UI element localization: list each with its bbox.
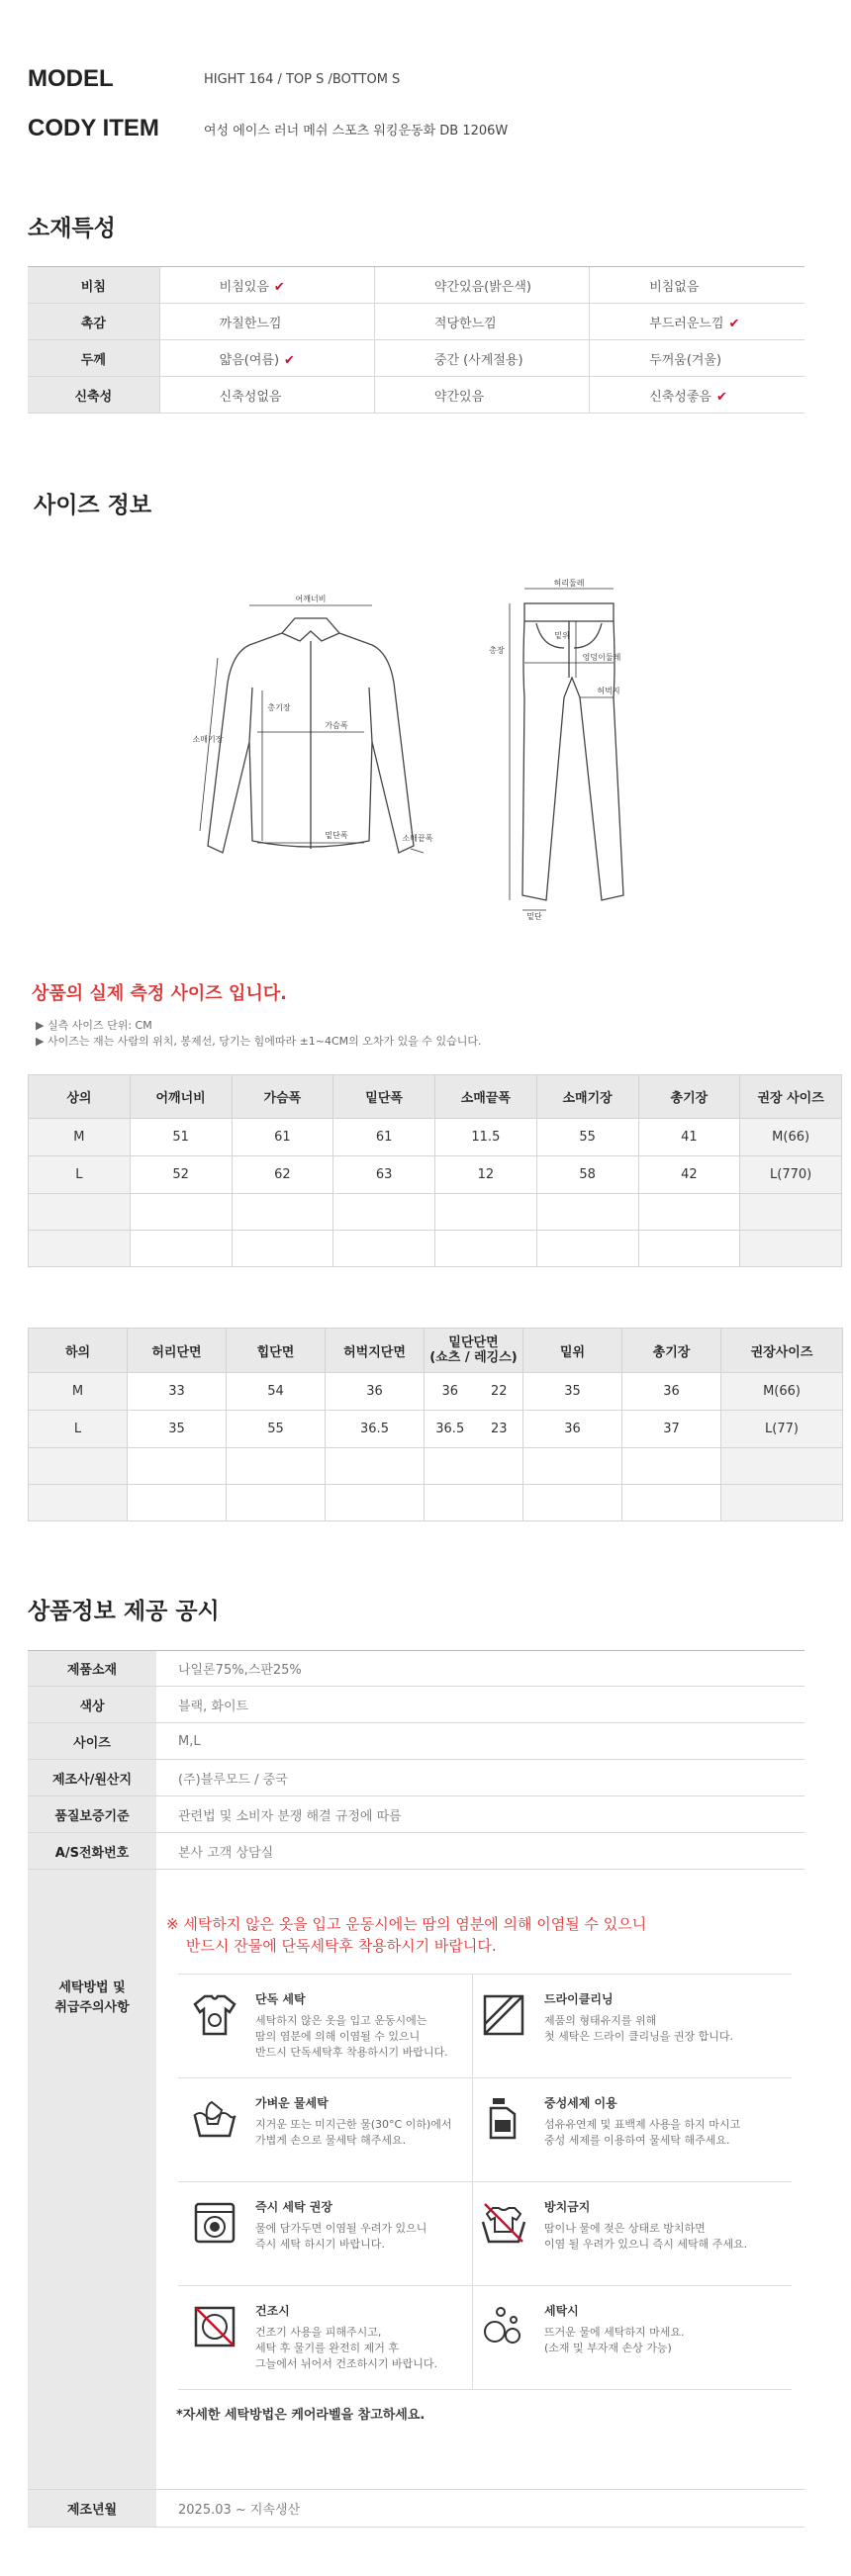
table-row-empty bbox=[29, 1448, 843, 1485]
care-title: 중성세제 이용 bbox=[544, 2096, 617, 2110]
table-header: 밑단폭 bbox=[333, 1075, 435, 1119]
material-label: 비침 bbox=[28, 267, 159, 304]
top-size-table bbox=[28, 1074, 842, 1267]
info-row bbox=[28, 1723, 804, 1760]
table-cell: M(66) bbox=[721, 1373, 843, 1411]
check-icon: ✔ bbox=[284, 352, 295, 368]
table-row bbox=[29, 1156, 842, 1194]
table-row bbox=[29, 1411, 843, 1448]
pants-label-hip: 엉덩이둘레 bbox=[582, 653, 621, 662]
care-title: 드라이클리닝 bbox=[544, 1992, 614, 2006]
table-cell: 58 bbox=[536, 1156, 638, 1194]
shirt-label-sleeve: 소매기장 bbox=[192, 735, 224, 744]
check-icon: ✔ bbox=[728, 316, 740, 331]
info-value: 관련법 및 소비자 분쟁 해결 규정에 따름 bbox=[156, 1796, 804, 1833]
info-value: (주)블루모드 / 중국 bbox=[156, 1760, 804, 1796]
material-option: 부드러운느낌 bbox=[649, 316, 724, 331]
info-value: M,L bbox=[156, 1723, 804, 1760]
info-label: 제조사/원산지 bbox=[28, 1760, 156, 1796]
care-item bbox=[479, 1990, 776, 2045]
table-header-hem: 밑단단면 (쇼츠 / 레깅스) bbox=[425, 1329, 523, 1373]
table-header: 소매기장 bbox=[536, 1075, 638, 1119]
table-cell: 23 bbox=[476, 1411, 523, 1448]
model-label: MODEL bbox=[28, 65, 114, 92]
shirt-label-cuff: 소매끝폭 bbox=[402, 834, 433, 843]
detergent-icon bbox=[479, 2094, 528, 2144]
table-cell: 35 bbox=[523, 1373, 622, 1411]
size-note-unit: ▶ 실측 사이즈 단위: CM bbox=[36, 1019, 152, 1032]
care-row bbox=[28, 1870, 804, 2490]
care-title: 가벼운 물세탁 bbox=[255, 2096, 329, 2110]
shirt-label-length: 총기장 bbox=[267, 703, 291, 712]
material-option: 약간있음 bbox=[433, 389, 485, 405]
care-desc: 섬유유연제 및 표백제 사용을 하지 마시고 중성 세제를 이용하여 물세탁 해주세요. bbox=[544, 2118, 741, 2147]
material-option: 신축성좋음 bbox=[649, 389, 711, 405]
info-label: 품질보증기준 bbox=[28, 1796, 156, 1833]
care-desc: 제품의 형태유지를 위해 첫 세탁은 드라이 클리닝을 권장 합니다. bbox=[544, 2014, 733, 2043]
pants-label-thigh: 허벅지 bbox=[597, 687, 620, 695]
table-row bbox=[29, 1373, 843, 1411]
check-icon: ✔ bbox=[273, 279, 285, 295]
material-label: 촉감 bbox=[28, 304, 159, 340]
care-item bbox=[479, 2094, 776, 2149]
table-cell: 42 bbox=[638, 1156, 740, 1194]
material-option: 비침없음 bbox=[649, 279, 700, 295]
material-option: 적당한느낌 bbox=[433, 316, 497, 331]
table-header: 총기장 bbox=[638, 1075, 740, 1119]
care-label: 세탁방법 및 취급주의사항 bbox=[28, 1870, 156, 2490]
table-cell: 12 bbox=[435, 1156, 537, 1194]
check-icon: ✔ bbox=[715, 389, 727, 405]
pants-diagram bbox=[485, 579, 663, 920]
care-title: 단독 세탁 bbox=[255, 1992, 306, 2006]
care-item bbox=[190, 2094, 487, 2149]
hand-wash-icon bbox=[190, 2094, 239, 2144]
table-cell: 51 bbox=[130, 1119, 232, 1156]
table-row-empty bbox=[29, 1231, 842, 1267]
table-cell: 36 bbox=[622, 1373, 721, 1411]
material-row bbox=[28, 267, 804, 304]
table-header: 총기장 bbox=[622, 1329, 721, 1373]
material-row bbox=[28, 304, 804, 340]
cody-item-row bbox=[28, 115, 508, 142]
care-item bbox=[479, 2198, 776, 2253]
care-desc: 물에 담가두면 이염될 우려가 있으니 즉시 세탁 하시기 바랍니다. bbox=[255, 2222, 427, 2251]
table-cell: 36 bbox=[523, 1411, 622, 1448]
info-label: 사이즈 bbox=[28, 1723, 156, 1760]
product-info-title: 상품정보 제공 공시 bbox=[28, 1599, 220, 1624]
material-option: 까칠한느낌 bbox=[219, 316, 282, 331]
info-row bbox=[28, 2490, 804, 2528]
info-row bbox=[28, 1651, 804, 1687]
table-cell: 11.5 bbox=[435, 1119, 537, 1156]
pants-label-length: 총장 bbox=[489, 646, 505, 655]
info-label: 제품소재 bbox=[28, 1651, 156, 1687]
table-header: 힙단면 bbox=[227, 1329, 326, 1373]
material-option: 약간있음(밝은색) bbox=[433, 279, 531, 295]
table-row bbox=[29, 1119, 842, 1156]
material-row bbox=[28, 340, 804, 377]
table-cell: 62 bbox=[232, 1156, 333, 1194]
care-desc: 건조기 사용을 피해주시고, 세탁 후 물기를 완전히 제거 후 그늘에서 뉘어서 건조하시기 바랍니다. bbox=[255, 2326, 438, 2370]
care-desc: 세탁하지 않은 옷을 입고 운동시에는 땀의 염분에 의해 이염될 수 있으니 반드시 단독세탁후 착용하시기 바랍니다. bbox=[255, 2014, 448, 2059]
pants-label-waist: 허리둘레 bbox=[553, 579, 585, 588]
care-item bbox=[190, 2198, 487, 2253]
care-title: 세탁시 bbox=[544, 2304, 579, 2318]
table-cell: 37 bbox=[622, 1411, 721, 1448]
table-header: 소매끝폭 bbox=[435, 1075, 537, 1119]
size-info-title: 사이즈 정보 bbox=[34, 493, 152, 518]
material-title: 소재특성 bbox=[28, 216, 116, 241]
care-footer-note: *자세한 세탁방법은 케어라벨을 참고하세요. bbox=[176, 2408, 426, 2423]
bubbles-icon bbox=[479, 2302, 528, 2351]
table-header-row bbox=[29, 1075, 842, 1119]
table-cell: 61 bbox=[333, 1119, 435, 1156]
care-desc: 땀이나 물에 젖은 상태로 방치하면 이염 될 우려가 있으니 즉시 세탁해 주세요. bbox=[544, 2222, 748, 2251]
care-item bbox=[190, 2302, 487, 2372]
info-row bbox=[28, 1687, 804, 1723]
no-soak-icon bbox=[479, 2198, 528, 2248]
cody-item-label: CODY ITEM bbox=[28, 115, 159, 141]
info-row bbox=[28, 1833, 804, 1870]
material-table bbox=[28, 266, 804, 414]
table-header: 가슴폭 bbox=[232, 1075, 333, 1119]
shirt-label-chest: 가슴폭 bbox=[325, 721, 348, 730]
info-label: 제조년월 bbox=[28, 2490, 156, 2528]
table-header: 밑위 bbox=[523, 1329, 622, 1373]
table-header: 하의 bbox=[29, 1329, 128, 1373]
product-info-table bbox=[28, 1650, 804, 2528]
material-label: 신축성 bbox=[28, 377, 159, 414]
pants-label-rise: 밑위 bbox=[554, 631, 570, 640]
table-cell: 55 bbox=[227, 1411, 326, 1448]
table-cell: 52 bbox=[130, 1156, 232, 1194]
table-cell: 36 bbox=[326, 1373, 425, 1411]
table-cell: L bbox=[29, 1411, 128, 1448]
material-option: 두꺼움(겨울) bbox=[649, 352, 722, 368]
care-desc: 뜨거운 물에 세탁하지 마세요. (소재 및 부자재 손상 가능) bbox=[544, 2326, 685, 2354]
care-title: 방치금지 bbox=[544, 2200, 591, 2214]
bottom-size-table bbox=[28, 1328, 843, 1521]
shirt-label-shoulder: 어깨너비 bbox=[295, 595, 327, 603]
info-row bbox=[28, 1760, 804, 1796]
table-cell: M bbox=[29, 1119, 131, 1156]
table-cell: L(770) bbox=[740, 1156, 842, 1194]
table-cell: 41 bbox=[638, 1119, 740, 1156]
table-cell: M(66) bbox=[740, 1119, 842, 1156]
pants-label-hem: 밑단 bbox=[526, 912, 542, 920]
material-option: 중간 (사계절용) bbox=[433, 352, 523, 368]
table-cell: 55 bbox=[536, 1119, 638, 1156]
material-option: 신축성없음 bbox=[219, 389, 282, 405]
table-header: 허벅지단면 bbox=[326, 1329, 425, 1373]
info-value: 나일론75%,스판25% bbox=[156, 1651, 804, 1687]
table-header: 상의 bbox=[29, 1075, 131, 1119]
table-cell: 36.5 bbox=[326, 1411, 425, 1448]
size-note-tolerance: ▶ 사이즈는 재는 사람의 위치, 봉제선, 당기는 힘에따라 ±1~4CM의 오차가 있을 수 있습니다. bbox=[36, 1035, 482, 1048]
no-tumble-dry-icon bbox=[190, 2302, 239, 2351]
table-header: 어깨너비 bbox=[130, 1075, 232, 1119]
table-cell: 36.5 bbox=[425, 1411, 476, 1448]
table-cell: 61 bbox=[232, 1119, 333, 1156]
table-cell: 35 bbox=[128, 1411, 227, 1448]
table-cell: 36 bbox=[425, 1373, 476, 1411]
model-value: HIGHT 164 / TOP S /BOTTOM S bbox=[204, 71, 401, 87]
table-row-empty bbox=[29, 1194, 842, 1231]
table-header: 권장 사이즈 bbox=[740, 1075, 842, 1119]
info-label: A/S전화번호 bbox=[28, 1833, 156, 1870]
table-cell: L bbox=[29, 1156, 131, 1194]
shirt-label-hem: 밑단폭 bbox=[325, 831, 348, 840]
table-row-empty bbox=[29, 1485, 843, 1521]
material-option: 비침있음 bbox=[219, 279, 269, 295]
table-header: 권장사이즈 bbox=[721, 1329, 843, 1373]
info-label: 색상 bbox=[28, 1687, 156, 1723]
care-desc: 지거운 또는 미지근한 물(30°C 이하)에서 가볍게 손으로 물세탁 해주세요. bbox=[255, 2118, 452, 2147]
care-item bbox=[479, 2302, 776, 2356]
table-cell: 33 bbox=[128, 1373, 227, 1411]
washing-machine-icon bbox=[190, 2198, 239, 2248]
table-cell: L(77) bbox=[721, 1411, 843, 1448]
table-cell: 54 bbox=[227, 1373, 326, 1411]
actual-size-notice: 상품의 실제 측정 사이즈 입니다. bbox=[32, 983, 287, 1004]
material-option: 얇음(여름) bbox=[219, 352, 280, 368]
model-row bbox=[28, 65, 400, 93]
table-cell: 63 bbox=[333, 1156, 435, 1194]
material-row bbox=[28, 377, 804, 414]
info-value: 블랙, 화이트 bbox=[156, 1687, 804, 1723]
info-value: 2025.03 ~ 지속생산 bbox=[156, 2490, 804, 2528]
tshirt-icon bbox=[190, 1990, 239, 2040]
material-label: 두께 bbox=[28, 340, 159, 377]
cody-item-value: 여성 에이스 러너 메쉬 스포츠 워킹운동화 DB 1206W bbox=[204, 123, 509, 138]
care-warning: ※ 세탁하지 않은 옷을 입고 운동시에는 땀의 염분에 의해 이염될 수 있으니 반드시 잔물에 단독세탁후 착용하시기 바랍니다. bbox=[166, 1915, 647, 1955]
table-header: 허리단면 bbox=[128, 1329, 227, 1373]
shirt-diagram bbox=[188, 594, 435, 890]
care-title: 건조시 bbox=[255, 2304, 290, 2318]
care-title: 즉시 세탁 권장 bbox=[255, 2200, 332, 2214]
dry-clean-icon bbox=[479, 1990, 528, 2040]
table-cell: M bbox=[29, 1373, 128, 1411]
table-header-row bbox=[29, 1329, 843, 1373]
care-item bbox=[190, 1990, 487, 2061]
table-cell: 22 bbox=[476, 1373, 523, 1411]
info-row bbox=[28, 1796, 804, 1833]
info-value: 본사 고객 상담실 bbox=[156, 1833, 804, 1870]
